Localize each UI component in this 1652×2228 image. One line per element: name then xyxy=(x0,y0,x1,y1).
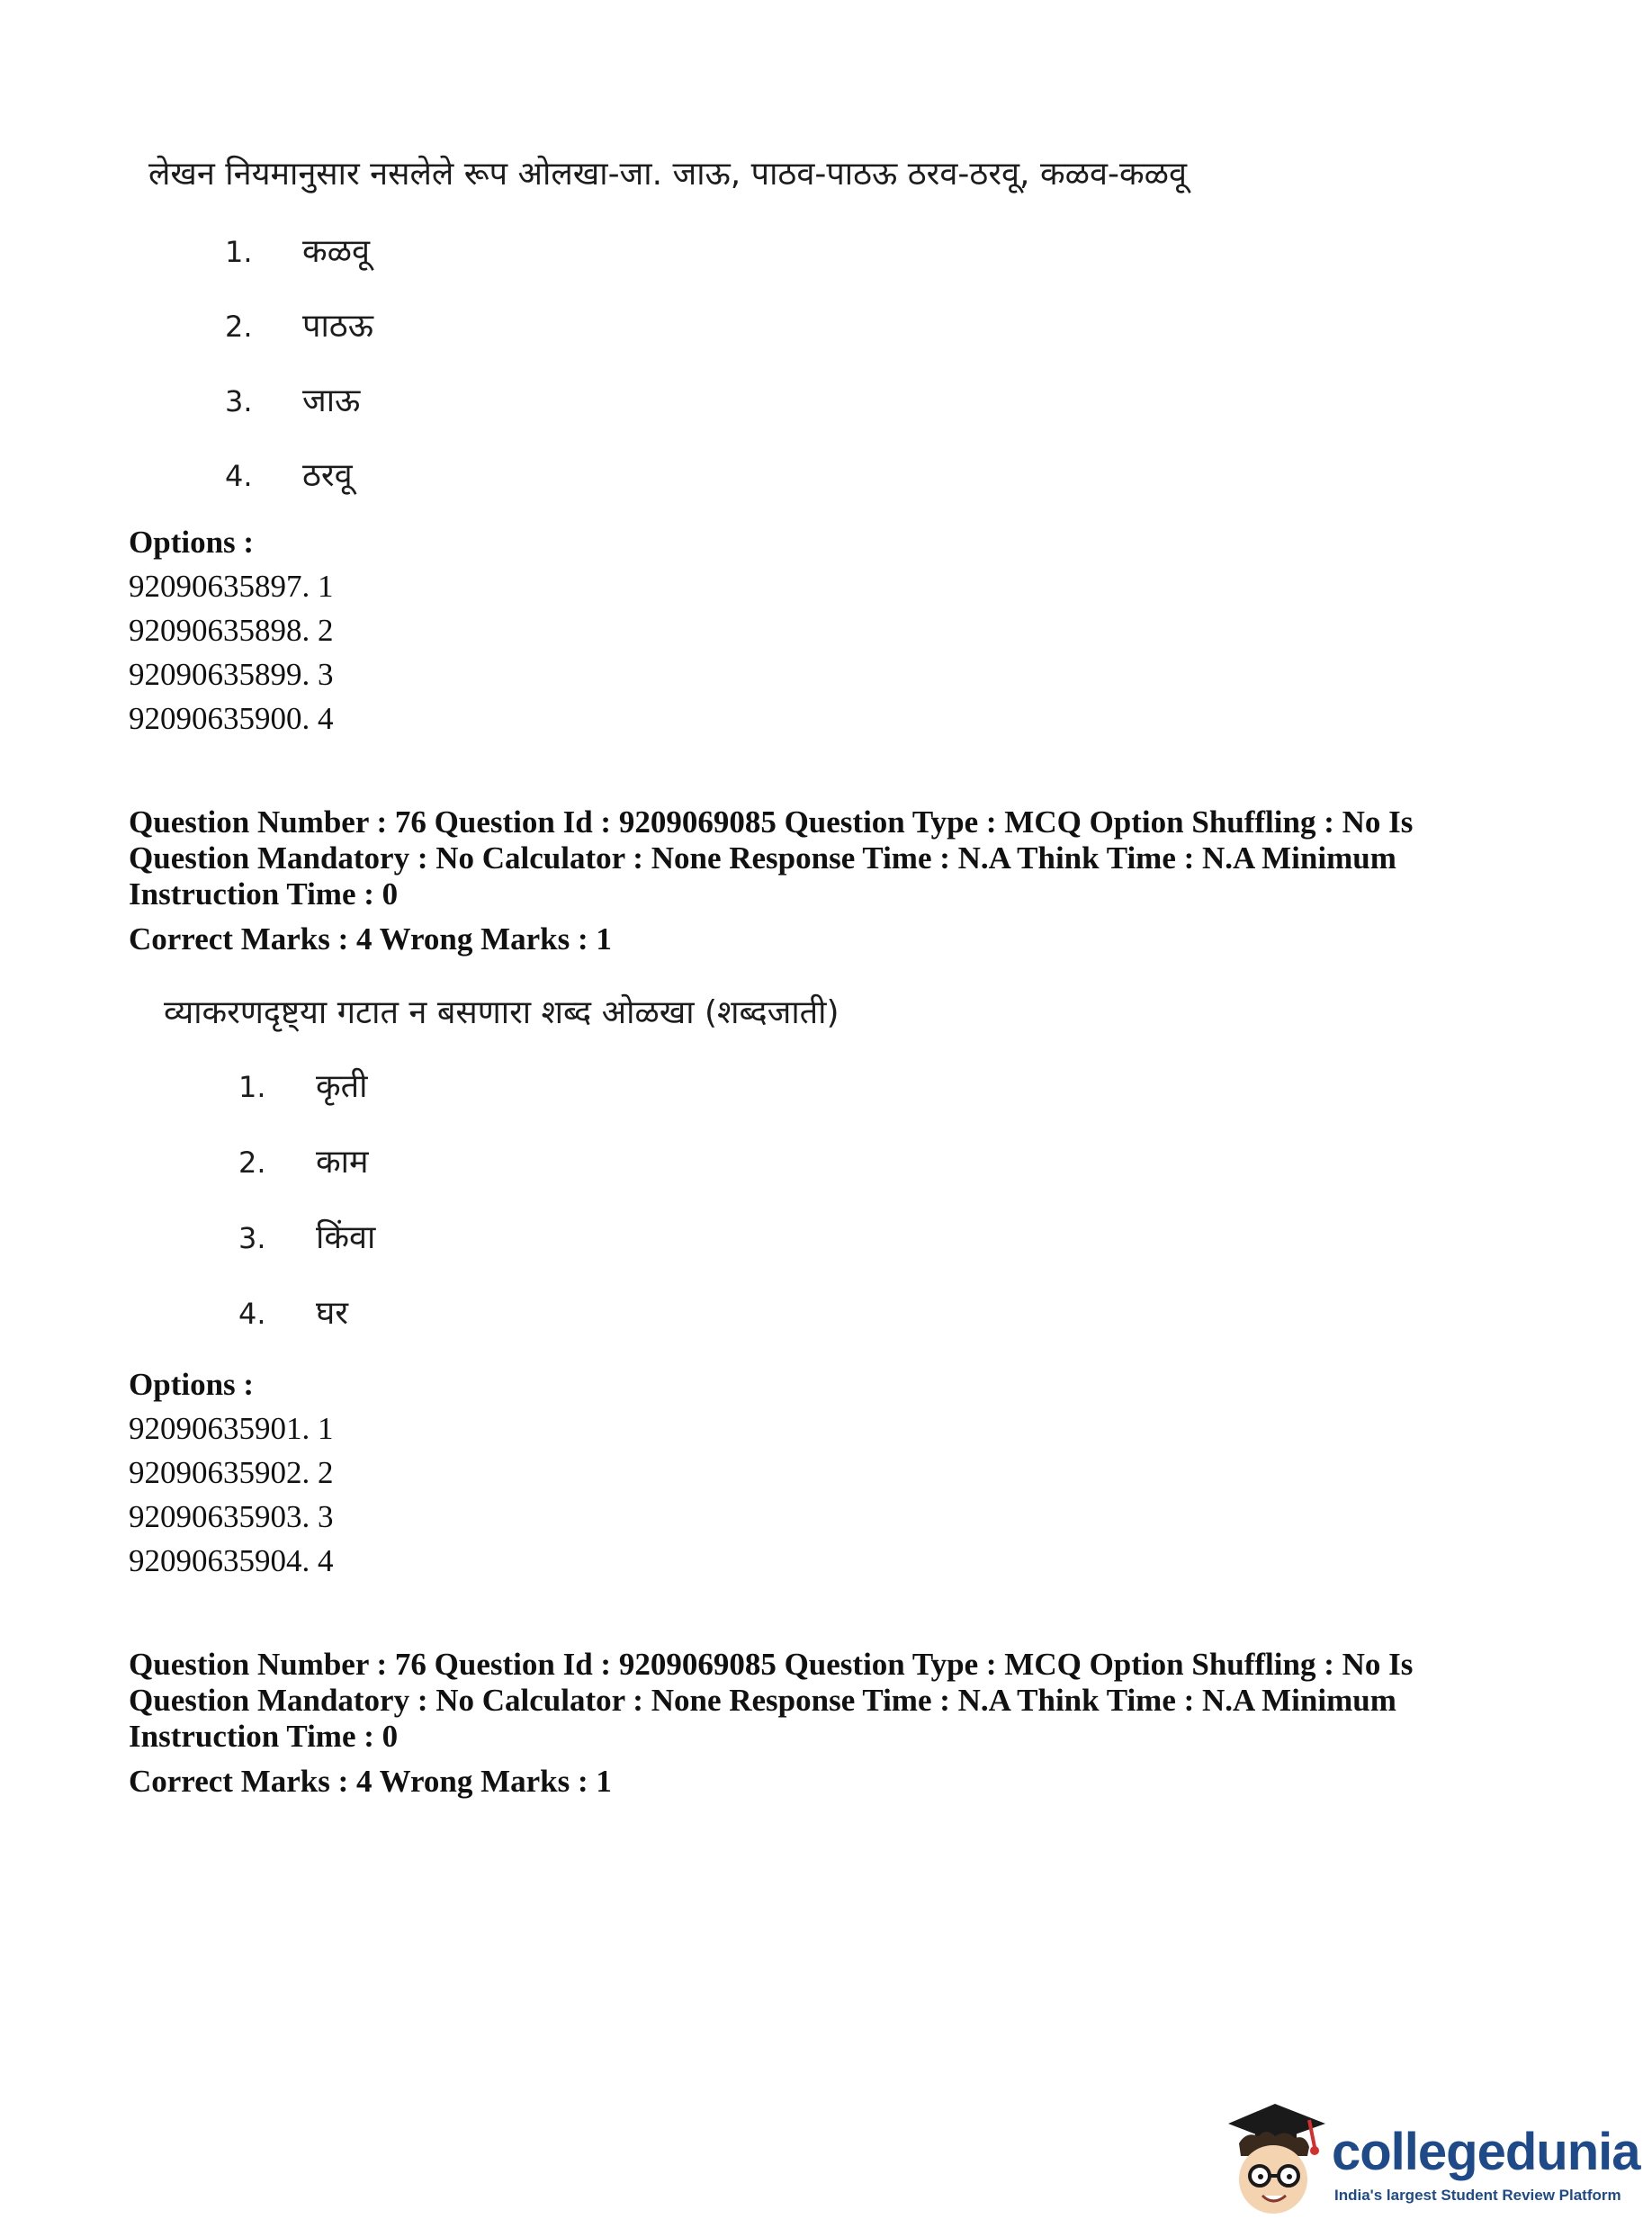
question-marks-1: Correct Marks : 4 Wrong Marks : 1 xyxy=(129,921,612,957)
option-row: 92090635902. 2 xyxy=(129,1455,334,1490)
choice-number: 1. xyxy=(238,1070,266,1104)
choice-text: ठरवू xyxy=(302,457,353,494)
choice-number: 3. xyxy=(238,1221,266,1255)
options-label: Options : xyxy=(129,525,255,560)
question-1-choice-4 xyxy=(225,457,353,494)
choice-number: 2. xyxy=(238,1145,266,1180)
logo-wordmark: collegedunia xyxy=(1332,2123,1640,2181)
question-2-choice-4 xyxy=(238,1295,348,1332)
choice-text: घर xyxy=(316,1295,348,1332)
collegedunia-logo xyxy=(1219,2097,1642,2223)
choice-number: 4. xyxy=(238,1297,266,1331)
question-meta-1: Question Number : 76 Question Id : 9209069085 Question Type : MCQ Option Shuffling : No Is Question Mandatory : No Calculator : None Response Time : N.A Think Time : N.A Minimum Instruction Time : 0 xyxy=(129,804,1414,912)
question-1-choice-2 xyxy=(225,310,373,343)
question-meta-2: Question Number : 76 Question Id : 9209069085 Question Type : MCQ Option Shuffling : No Is Question Mandatory : No Calculator : None Response Time : N.A Think Time : N.A Minimum Instruction Time : 0 xyxy=(129,1647,1414,1754)
choice-text: कृती xyxy=(316,1068,368,1105)
choice-number: 1. xyxy=(225,235,253,269)
choice-text: पाठऊ xyxy=(302,308,373,345)
question-2-choice-2 xyxy=(238,1146,369,1179)
choice-text: जाऊ xyxy=(302,382,361,419)
choice-text: कळवू xyxy=(302,233,371,270)
option-row: 92090635897. 1 xyxy=(129,569,334,604)
question-2-options xyxy=(129,1362,334,1583)
option-row: 92090635901. 1 xyxy=(129,1411,334,1446)
question-marks-2: Correct Marks : 4 Wrong Marks : 1 xyxy=(129,1764,612,1799)
question-1-options xyxy=(129,520,334,741)
option-row: 92090635900. 4 xyxy=(129,701,334,736)
option-row: 92090635899. 3 xyxy=(129,657,334,692)
question-1-choice-3 xyxy=(225,382,361,419)
option-row: 92090635904. 4 xyxy=(129,1543,334,1578)
question-1-choice-1 xyxy=(225,233,371,270)
question-1-text: लेखन नियमानुसार नसलेले रूप ओलखा-जा. जाऊ, पाठव-पाठऊ ठरव-ठरवू, कळव-कळवू xyxy=(148,156,1187,193)
logo-tagline: India's largest Student Review Platform xyxy=(1334,2187,1621,2204)
option-row: 92090635903. 3 xyxy=(129,1499,334,1534)
choice-number: 2. xyxy=(225,310,253,344)
option-row: 92090635898. 2 xyxy=(129,613,334,648)
mascot-icon xyxy=(1219,2097,1336,2223)
options-label: Options : xyxy=(129,1367,255,1402)
question-2-choice-3 xyxy=(238,1219,376,1256)
choice-number: 3. xyxy=(225,384,253,418)
question-2-text: व्याकरणदृष्ट्या गटात न बसणारा शब्द ओळखा (शब्दजाती) xyxy=(164,994,839,1031)
choice-text: काम xyxy=(316,1144,369,1181)
choice-text: किंवा xyxy=(316,1219,376,1256)
choice-number: 4. xyxy=(225,459,253,493)
question-2-choice-1 xyxy=(238,1068,368,1105)
